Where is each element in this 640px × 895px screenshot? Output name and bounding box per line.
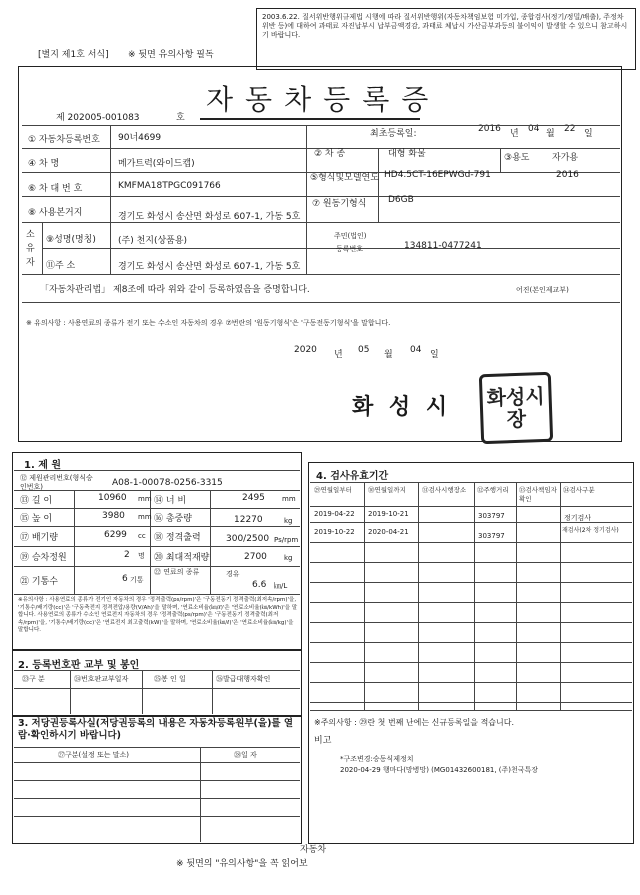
remarks-label: 비고 (314, 736, 332, 746)
spec-header: 1. 제 원 (24, 460, 62, 471)
page-title: 자동차등록증 (206, 83, 441, 116)
power-label: ⑱ 정격출력 (154, 533, 201, 543)
gross-value: 12270 (234, 515, 263, 525)
vin-label: ⑥ 차 대 번 호 (28, 184, 83, 194)
gross-unit: kg (284, 517, 293, 525)
issue-day: 04 (410, 345, 422, 355)
model-year-value: 2016 (556, 170, 579, 180)
grid-line (560, 482, 561, 710)
grid-line (14, 816, 300, 817)
grid-line (516, 482, 517, 710)
kind-value: 대형 화물 (388, 149, 426, 159)
name-label: ④ 차 명 (28, 159, 60, 169)
grid-line (42, 248, 620, 249)
remarks-note: ※주의사항 : ㉙란 첫 번째 난에는 신규등록일을 적습니다. (314, 718, 515, 727)
first-reg-year-unit: 년 (510, 129, 519, 139)
certify-text: 「자동차관리법」 제8조에 따라 위와 같이 등록하였음을 증명합니다. (40, 285, 310, 295)
grid-line (310, 682, 632, 683)
owner-id-value: 134811-0477241 (404, 241, 482, 251)
reg-no-label: ① 자동차등록번호 (28, 135, 100, 145)
base-value: 경기도 화성시 송산면 화성로 607-1, 가동 5호 (118, 212, 301, 222)
first-reg-month-unit: 월 (546, 129, 555, 139)
first-reg-year: 2016 (478, 124, 501, 134)
reg-section-header: 2. 등록번호판 교부 및 봉인 (18, 660, 140, 671)
cylinders-label: ㉑ 기통수 (20, 577, 58, 587)
grid-line (150, 490, 151, 594)
issue-year-unit: 년 (334, 350, 343, 360)
certify-stamp-note: 어진(본인제교부) (516, 286, 569, 294)
base-label: ⑧ 사용본거지 (28, 208, 83, 218)
issue-day-unit: 일 (430, 350, 439, 360)
first-reg-label: 최초등록일: (370, 129, 417, 139)
height-unit: mm (138, 513, 152, 521)
max-load-value: 2700 (244, 552, 267, 562)
use-value: 자가용 (552, 153, 579, 163)
displacement-unit: cc (138, 532, 146, 540)
back-note: ※ 뒷면 유의사항 필독 (128, 50, 214, 60)
grid-line (42, 222, 43, 274)
insp-row2-from: 2019-10-22 (314, 528, 355, 536)
owner-name-value: (주) 천지(상품용) (118, 236, 188, 246)
first-reg-month: 04 (528, 124, 540, 134)
grid-line (22, 302, 620, 303)
top-notice-text: 2003.6.22. 질서위반행위규제법 시행에 따라 질서위반행위(자동차책임보험 미가입, 종합검사(정기/정밀/배출), 주정차위반 등)에 대하여 과태료 자진납부시 납부금액경감, 과태료 체납시 가산금부과등의 불이익이 발생할 수 있으니 참고하시기 바랍니다. (262, 13, 628, 39)
engine-label: ⑦ 원동기형식 (312, 199, 367, 209)
model-label: ⑤형식및모델연도 (310, 173, 379, 183)
insp-row1-to: 2019-10-21 (368, 510, 409, 518)
owner-id-label-1: 주민(법인) (334, 232, 367, 240)
reg-col-plate-date: ㉔번호판교부일자 (74, 675, 129, 683)
max-load-label: ⑳ 최대적재량 (154, 553, 210, 563)
efficiency-value: 6.6 (252, 580, 267, 590)
mortgage-col-kind: ㉗구분(설정 또는 말소) (58, 751, 130, 759)
grid-line (306, 125, 307, 274)
height-label: ⑮ 높 이 (20, 514, 53, 524)
engine-value: D6GB (388, 195, 414, 205)
power-unit: Ps/rpm (274, 536, 299, 544)
grid-line (210, 490, 211, 594)
grid-line (22, 222, 620, 223)
reg-col-agent-check: ㉖발급대행자확인 (216, 675, 271, 683)
owner-addr-label: ⑪주 소 (46, 261, 76, 271)
footer-note: ※ 뒷면의 "유의사항"을 꼭 읽어보 (176, 859, 308, 869)
grid-line (14, 670, 300, 671)
grid-line (310, 642, 632, 643)
top-notice-box (256, 8, 636, 70)
fuel-note: ※ 유의사항 : 사용연료의 종류가 전기 또는 수소인 자동차의 경우 ⑦번란의 '원동기형식'은 '구동전동기형식'을 말합니다. (26, 319, 391, 327)
insp-col-check: ㉝검사책임자확인 (519, 486, 557, 503)
displacement-value: 6299 (104, 530, 127, 540)
inspection-header: 4. 검사유효기간 (316, 471, 389, 482)
issuer: 화 성 시 (352, 394, 452, 420)
owner-addr-value: 경기도 화성시 송산면 화성로 607-1, 가동 5호 (118, 262, 301, 272)
grid-line (110, 125, 111, 274)
grid-line (310, 582, 632, 583)
capacity-label: ⑲ 승차정원 (20, 553, 67, 563)
issue-month-unit: 월 (384, 350, 393, 360)
grid-line (14, 566, 300, 567)
grid-line (14, 470, 300, 471)
insp-col-from: ㉙연월일부터 (314, 486, 352, 494)
insp-col-kind: ㉞검사구분 (563, 486, 595, 494)
remarks-line2: 2020-04-29 행마다(망병망) (MG01432600181, (주)천국특장 (340, 766, 539, 774)
length-value: 10960 (98, 493, 127, 503)
max-load-unit: kg (284, 554, 293, 562)
capacity-value: 2 (124, 550, 130, 560)
displacement-label: ⑰ 배기량 (20, 533, 58, 543)
grid-line (14, 526, 300, 527)
type-no-value: A08-1-00078-0256-3315 (112, 478, 223, 488)
efficiency-unit: ㎞/L (274, 582, 288, 590)
grid-line (310, 482, 632, 483)
insp-col-place: ㉛검사시행장소 (422, 486, 467, 494)
owner-side-label: 소유자 (26, 230, 35, 268)
cylinders-unit: 기통 (130, 576, 144, 584)
insp-row2-to: 2020-04-21 (368, 528, 409, 536)
insp-col-mileage: ㉜주행거리 (477, 486, 509, 494)
grid-line (310, 602, 632, 603)
insp-col-to: ㉚연월일까지 (368, 486, 406, 494)
insp-row2-mileage: 303797 (478, 532, 505, 540)
grid-line (70, 670, 71, 714)
insp-row2-kind: 재검사(2차 정기검사) (562, 527, 619, 534)
title-underline (200, 118, 420, 120)
width-label: ⑭ 너 비 (154, 496, 187, 506)
grid-line (378, 148, 379, 222)
grid-line (14, 508, 300, 509)
owner-name-label: ⑨성명(명칭) (46, 235, 96, 245)
gross-label: ⑯ 총중량 (154, 514, 192, 524)
mortgage-header: 3. 저당권등록사실(저당권등록의 내용은 자동차등록원부(을)를 열람·확인하시기 바랍니다) (18, 718, 294, 741)
cylinders-value: 6 (122, 574, 128, 584)
grid-line (14, 546, 300, 547)
reg-no-value: 90너4699 (118, 133, 162, 143)
kind-label: ② 차 종 (314, 149, 346, 159)
grid-line (310, 622, 632, 623)
vin-value: KMFMA18TPGC091766 (118, 181, 221, 191)
grid-line (310, 662, 632, 663)
grid-line (14, 762, 300, 763)
length-label: ⑬ 길 이 (20, 496, 53, 506)
remarks-line1: *구조변경:승동식제정치 (340, 755, 414, 763)
grid-line (14, 688, 300, 689)
fuel-label: ㉒ 연료의 종류 (154, 568, 200, 576)
grid-line (22, 125, 620, 126)
reg-col-seal-date: ㉕봉 인 일 (154, 675, 186, 683)
insp-row1-mileage: 303797 (478, 512, 505, 520)
grid-line (22, 274, 620, 275)
grid-line (500, 148, 501, 172)
grid-line (310, 562, 632, 563)
grid-line (74, 490, 75, 594)
grid-line (14, 798, 300, 799)
width-unit: mm (282, 495, 296, 503)
grid-line (14, 594, 300, 595)
use-label: ③용도 (504, 153, 530, 163)
length-unit: mm (138, 495, 152, 503)
height-value: 3980 (102, 511, 125, 521)
grid-line (474, 482, 475, 710)
grid-line (212, 670, 213, 714)
power-value: 300/2500 (226, 534, 270, 544)
issue-month: 05 (358, 345, 370, 355)
doc-number: 제 202005-001083 (56, 113, 140, 123)
issue-year: 2020 (294, 345, 317, 355)
capacity-unit: 명 (138, 552, 145, 560)
model-value: HD4.5CT-16EPWGd-791 (384, 170, 491, 180)
spec-note: ※유의사항 : 사용연료의 종류가 전기인 자동차의 경우 '정격출력(ps/rpm)'은 '구동전동기 정격출력(최저속/rpm)'을, '기통수/배기량(cc)'은 '구동축전지 정격전압/용량(V/Ah)'을 말하며, '연료소비율(㎞/ℓ)'은 '연료소비율(㎞/kWh)'을 말합니다. 사용연료의 종류가 수소인 연료전지 자동차의 경우 '정격출력(ps/rpm)'은 '구동전동기 정격출력(최저속/rpm)'을, '기통수/배기량(cc)'은 '연료전지 최고출력(kW)'을 말하며, '연료소비율(㎞/ℓ)'은 '연료소비율(㎞/kg)'을 말합니다. (18, 597, 298, 633)
insp-row1-from: 2019-04-22 (314, 510, 355, 518)
grid-line (418, 482, 419, 710)
insp-row1-kind: 정기검사 (564, 514, 592, 522)
grid-line (142, 670, 143, 714)
mortgage-col-date: ㉘일 자 (234, 751, 257, 759)
grid-line (14, 747, 300, 748)
first-reg-day: 22 (564, 124, 576, 134)
form-number: [별지 제1호 서식] (38, 50, 109, 60)
official-seal: 화성시장 (479, 372, 553, 444)
fuel-value: 경유 (226, 570, 240, 578)
width-value: 2495 (242, 493, 265, 503)
reg-col-kind: ㉓구 분 (22, 675, 45, 683)
grid-line (14, 490, 300, 491)
grid-line (364, 482, 365, 710)
grid-line (310, 506, 632, 507)
grid-line (310, 702, 632, 703)
type-no-label: ⑫ 제원관리번호(형식승인번호) (20, 474, 93, 491)
grid-line (310, 710, 632, 711)
grid-line (14, 780, 300, 781)
grid-line (310, 542, 632, 543)
first-reg-day-unit: 일 (584, 129, 593, 139)
footer-sign: 자동차 (300, 845, 327, 855)
grid-line (200, 747, 201, 842)
name-value: 메가트럭(와이드캡) (118, 159, 195, 169)
owner-id-label-2: 등록번호 (336, 245, 364, 253)
doc-number-suffix: 호 (176, 113, 185, 123)
